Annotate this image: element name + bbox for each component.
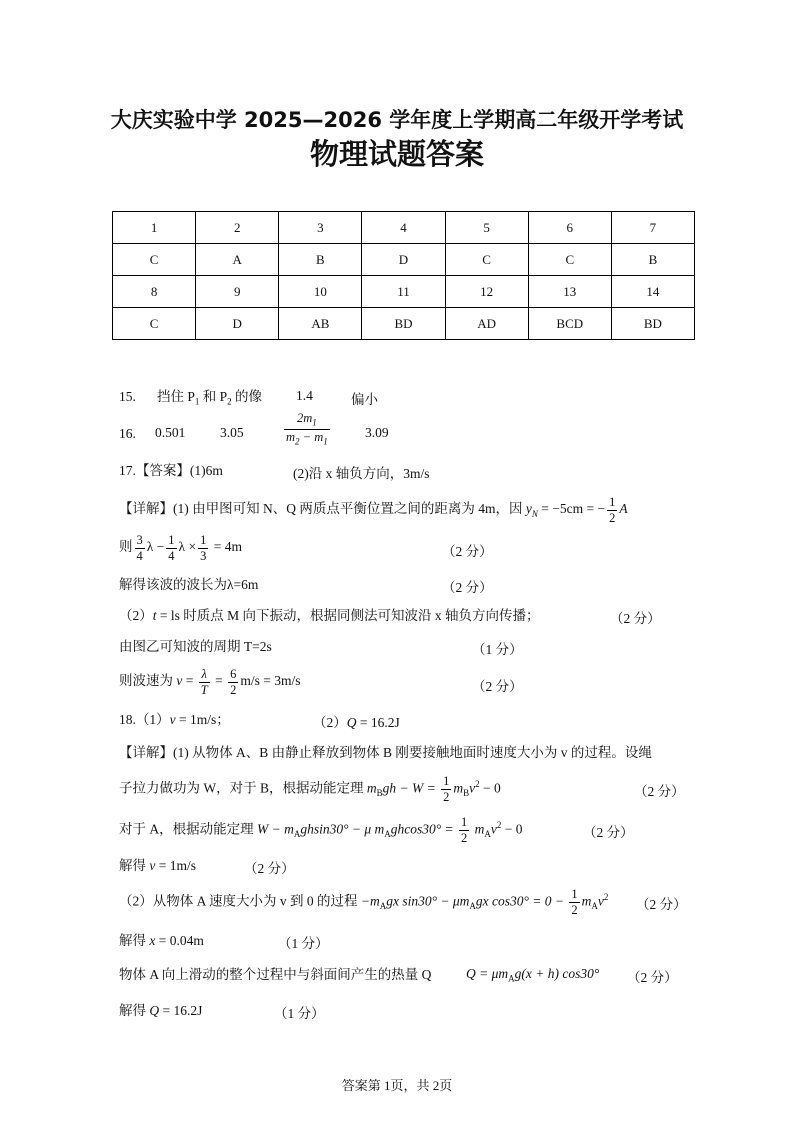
math-text: = 4m — [210, 539, 242, 555]
score: （2 分） — [442, 580, 493, 595]
frac-num: 1 — [443, 774, 450, 789]
table-cell: BD — [362, 308, 445, 340]
frac-num: 1 — [609, 495, 616, 509]
table-cell: 3 — [279, 212, 362, 244]
math-text: = 0.04m — [155, 933, 204, 948]
math-text: − 0 — [501, 821, 523, 837]
table-cell: 14 — [611, 276, 694, 308]
math-var: m — [471, 821, 485, 837]
q18-head — [119, 711, 230, 729]
table-cell: 8 — [113, 276, 196, 308]
math-text: λ × — [178, 539, 197, 555]
math-text: −m — [360, 893, 380, 909]
q15-number: 15. — [119, 389, 136, 404]
frac-text: m — [286, 429, 296, 444]
math-sup: 2 — [603, 892, 609, 902]
table-cell: 6 — [528, 212, 611, 244]
frac-den: 2 — [461, 830, 468, 845]
q18-heat-equation — [466, 966, 599, 984]
frac-num: 6 — [230, 667, 237, 681]
frac-sub: 2 — [295, 436, 300, 446]
math-text: gx cos30° = 0 − — [475, 893, 568, 909]
q15-line — [119, 388, 136, 406]
math-text: λ − — [146, 539, 165, 555]
frac-sub: 1 — [312, 417, 317, 428]
score: （2 分） — [442, 544, 493, 559]
table-cell: AD — [445, 308, 528, 340]
table-row — [113, 308, 695, 340]
detail-text: 18.（1） — [119, 712, 170, 727]
detail-text: （2） — [313, 715, 347, 730]
math-sub: B — [463, 788, 470, 799]
answer-title: 物理试题答案 — [309, 137, 484, 171]
table-cell: C — [528, 244, 611, 276]
q16-fraction — [282, 412, 332, 446]
q16-answer-1: 0.501 — [155, 425, 186, 440]
table-cell: 10 — [279, 276, 362, 308]
table-cell: BCD — [528, 308, 611, 340]
score: （2 分） — [472, 679, 523, 694]
answer-table — [112, 211, 695, 340]
q17-head: 17.【答案】(1)6m — [119, 463, 223, 478]
math-sub: A — [484, 829, 491, 840]
frac-text: 2m — [296, 411, 313, 425]
math-text: = — [182, 673, 197, 689]
q16-answer-2: 3.05 — [220, 425, 244, 440]
q15-answer-3: 偏小 — [351, 392, 378, 407]
table-cell: C — [113, 308, 196, 340]
q16-answer-4: 3.09 — [365, 425, 389, 440]
detail-text: 解得 — [119, 933, 150, 948]
math-sub: A — [379, 901, 387, 912]
q16-number: 16. — [119, 426, 136, 441]
detail-text: 解得 — [119, 1003, 150, 1018]
frac-den: T — [200, 682, 208, 697]
math-text: = −5cm = − — [537, 501, 606, 517]
table-cell: A — [196, 244, 279, 276]
table-row — [113, 244, 695, 276]
math-sub: A — [384, 829, 391, 840]
math-var: m — [366, 780, 377, 796]
q15-text: 和 P — [199, 389, 228, 404]
frac-num: 1 — [461, 815, 468, 830]
table-cell: 2 — [196, 212, 279, 244]
q18-head-part2 — [313, 711, 400, 731]
math-var: Q — [466, 966, 476, 981]
table-cell: D — [362, 244, 445, 276]
math-sub: A — [508, 973, 515, 984]
q17-part2: (2)沿 x 轴负方向，3m/s — [293, 466, 430, 481]
table-cell: 4 — [362, 212, 445, 244]
math-text: = — [211, 673, 227, 689]
math-var: Q — [149, 1003, 160, 1018]
math-sub: N — [531, 508, 538, 519]
q17-period: 由图乙可知波的周期 T=2s — [119, 639, 272, 654]
q17-speed-line — [119, 668, 300, 696]
table-cell: BD — [611, 308, 694, 340]
detail-text: = ls 时质点 M 向下振动，根据同侧法可知波沿 x 轴负方向传播； — [156, 608, 540, 623]
math-text: 则 — [119, 539, 133, 555]
q15-text: 挡住 P — [157, 389, 195, 404]
score: （2 分） — [244, 861, 295, 876]
math-sub: A — [293, 829, 301, 840]
math-text: = μm — [475, 966, 509, 981]
table-cell: 1 — [113, 212, 196, 244]
q15-answer-2: 1.4 — [296, 388, 313, 403]
table-cell: 11 — [362, 276, 445, 308]
math-text: ghcos30° = — [390, 821, 458, 837]
score: （2 分） — [583, 825, 634, 840]
frac-den: 2 — [443, 789, 450, 804]
table-cell: 9 — [196, 276, 279, 308]
table-cell: B — [279, 244, 362, 276]
math-text: = 1m/s； — [175, 712, 230, 727]
q15-sub: 2 — [227, 396, 232, 407]
math-text: = 16.2J — [159, 1003, 203, 1018]
frac-text: − m — [299, 429, 324, 444]
table-cell: C — [113, 244, 196, 276]
detail-text: 则波速为 — [119, 673, 177, 689]
score: （2 分） — [636, 897, 687, 912]
math-text: − 0 — [479, 780, 501, 796]
score: （1 分） — [472, 642, 523, 657]
math-text: g(x + h) cos30° — [514, 966, 600, 981]
q18-part2-line — [119, 888, 608, 916]
math-text: （2） — [119, 608, 153, 623]
math-text: gx sin30° − μm — [386, 893, 470, 909]
math-var: Q — [346, 715, 357, 730]
math-sub: A — [469, 901, 476, 912]
math-text: ghsin30° − μ m — [300, 821, 385, 837]
math-var: v — [176, 673, 183, 689]
table-cell: D — [196, 308, 279, 340]
detail-label: 【详解】 — [119, 501, 173, 517]
detail-text: 子拉力做功为 W，对于 B，根据动能定理 — [119, 780, 367, 796]
math-var: x — [149, 933, 156, 948]
math-text: gh − W = — [382, 780, 440, 796]
math-var: m — [581, 893, 592, 909]
q17-wavelength: 解得该波的波长为λ=6m — [119, 577, 259, 592]
frac-den: 2 — [571, 902, 578, 917]
math-text: W − m — [257, 821, 294, 837]
math-text: = 16.2J — [356, 715, 400, 730]
score: （2 分） — [634, 784, 685, 799]
math-sup: 2 — [475, 779, 480, 789]
frac-num: 1 — [168, 533, 175, 547]
math-var: v — [169, 712, 176, 727]
table-cell: 7 — [611, 212, 694, 244]
frac-num: λ — [199, 668, 210, 683]
score: （2 分） — [610, 611, 661, 626]
math-text: m/s = 3m/s — [240, 673, 301, 689]
detail-text: 对于 A，根据动能定理 — [119, 821, 257, 837]
table-cell: 13 — [528, 276, 611, 308]
table-cell: 12 — [445, 276, 528, 308]
frac-num: 1 — [200, 533, 207, 547]
math-var: A — [619, 501, 628, 517]
q18-solve-Q — [119, 1002, 202, 1020]
q15-answer-1 — [157, 388, 262, 411]
score: （1 分） — [274, 1006, 325, 1021]
q18-lineA — [119, 816, 523, 844]
q17-equation-line — [119, 534, 242, 562]
table-cell: B — [611, 244, 694, 276]
q18-detail-a: 【详解】(1) 从物体 A、B 由静止释放到物体 B 刚要接触地面时速度大小为 v 的过程。设绳 — [119, 745, 652, 760]
frac-den: 4 — [168, 548, 175, 563]
score: （1 分） — [278, 936, 329, 951]
math-var: v — [469, 780, 476, 796]
table-row — [113, 212, 695, 244]
frac-den: 3 — [200, 548, 207, 563]
detail-text: （2）从物体 A 速度大小为 v 到 0 的过程 — [119, 893, 361, 909]
score: （2 分） — [627, 970, 678, 985]
q18-heat-line: 物体 A 向上滑动的整个过程中与斜面间产生的热量 Q — [119, 967, 432, 982]
math-var: y — [525, 501, 532, 517]
math-var: v — [597, 893, 604, 909]
q17-part2-line — [119, 607, 540, 625]
math-text: = 1m/s — [155, 858, 196, 873]
table-row — [113, 276, 695, 308]
math-var: t — [152, 608, 157, 623]
q18-detail-b — [119, 775, 501, 803]
frac-den: 2 — [609, 510, 616, 525]
q15-text: 的像 — [231, 389, 263, 404]
math-var: v — [149, 858, 156, 873]
table-cell: C — [445, 244, 528, 276]
math-var: v — [490, 821, 497, 837]
table-cell: AB — [279, 308, 362, 340]
math-sup: 2 — [496, 820, 502, 830]
q18-solve-v — [119, 857, 196, 875]
exam-title: 大庆实验中学 2025—2026 学年度上学期高二年级开学考试 — [110, 108, 684, 132]
q17-detail-line — [119, 496, 628, 524]
frac-sub: 1 — [323, 436, 328, 446]
detail-text: (1) 由甲图可知 N、Q 两质点平衡位置之间的距离为 4m，因 — [173, 501, 526, 517]
frac-num: 1 — [571, 887, 578, 902]
math-var: m — [453, 780, 464, 796]
math-sub: A — [591, 901, 598, 912]
page-footer: 答案第 1页，共 2页 — [341, 1078, 453, 1093]
table-cell: 5 — [445, 212, 528, 244]
q15-sub: 1 — [194, 396, 200, 407]
q18-solve-x — [119, 932, 204, 950]
frac-den: 4 — [136, 548, 143, 563]
frac-den: 2 — [230, 682, 237, 697]
math-sub: B — [376, 788, 383, 799]
frac-num: 3 — [136, 533, 143, 547]
detail-text: 解得 — [119, 858, 150, 873]
